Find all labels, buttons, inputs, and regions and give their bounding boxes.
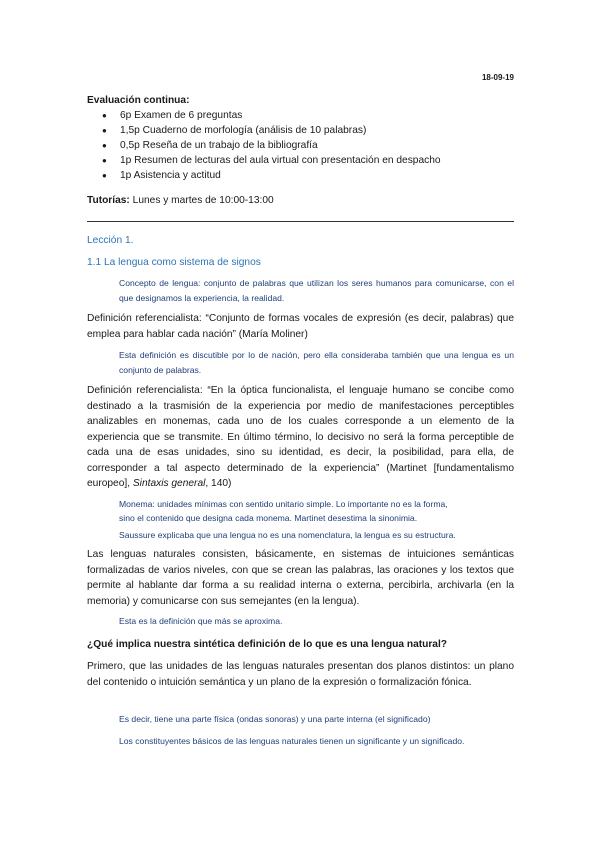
- question-heading: ¿Qué implica nuestra sintética definición de lo que es una lengua natural?: [87, 639, 448, 650]
- list-item: ● 6p Examen de 6 preguntas: [87, 108, 514, 123]
- tutorias-line: [87, 193, 274, 209]
- paragraph-naturales: Las lenguas naturales consisten, básicamente, en sistemas de intuiciones semánticas formalizadas de varios niveles, con que se crean las palabras, las oraciones y los textos que permite al hablante dar forma a su realidad interna o externa, percibirla, archivarla (en la memoria) y comunicarse con sus semejantes (en la lengua).: [87, 549, 514, 607]
- evaluation-title: Evaluación continua:: [87, 95, 190, 106]
- tutorias-text: Lunes y martes de 10:00-13:00: [129, 195, 274, 206]
- lesson-title: Lección 1.: [87, 235, 134, 246]
- paragraph-def2: [87, 383, 514, 492]
- note-discutible: Esta definición es discutible por lo de nación, pero ella consideraba también que una lengua es un conjunto de palabras.: [119, 350, 514, 375]
- date-label: 18-09-19: [481, 73, 514, 82]
- note-aproxima: Esta es la definición que más se aproxima.: [119, 616, 283, 626]
- list-item: ● 1p Resumen de lecturas del aula virtual con presentación en despacho: [87, 153, 514, 168]
- def2-page: , 140): [205, 478, 232, 489]
- note-monema-2: sino el contenido que designa cada monema. Martinet desestima la sinonimia.: [119, 513, 418, 523]
- evaluation-list: [87, 108, 514, 183]
- section-heading: 1.1 La lengua como sistema de signos: [87, 257, 261, 268]
- list-item: ● 1,5p Cuaderno de morfología (análisis de 10 palabras): [87, 123, 514, 138]
- note-constituyentes: Los constituyentes básicos de las lenguas naturales tienen un significante y un significado.: [119, 736, 465, 746]
- note-fisica: Es decir, tiene una parte física (ondas sonoras) y una parte interna (el significado): [119, 714, 431, 724]
- def2-text: Definición referencialista: “En la óptica funcionalista, el lenguaje humano se concibe como destinado a la trasmisión de la experiencia por medio de manifestaciones perceptibles analizables en monemas, cada uno de los cuales corresponde a un elemento de la experiencia que se transmite. En último término, lo decisivo no será la forma perceptible de cada una de esas unidades, sino su identidad, es decir, la posibilidad, para ella, de corresponder a tal aspecto determinado de la experiencia” (Martinet [fundamentalismo europeo],: [87, 385, 514, 489]
- list-item: ● 1p Asistencia y actitud: [87, 168, 514, 183]
- paragraph-def1: Definición referencialista: “Conjunto de formas vocales de expresión (es decir, palabras) que emplea para hablar cada nación” (María Moliner): [87, 313, 514, 340]
- tutorias-label: Tutorías:: [87, 195, 130, 206]
- note-monema-1: Monema: unidades mínimas con sentido unitario simple. Lo importante no es la forma,: [119, 499, 448, 509]
- paragraph-primero: Primero, que las unidades de las lenguas naturales presentan dos planos distintos: un plano del contenido o intuición semántica y un plano de la expresión o formalización fónica.: [87, 661, 514, 688]
- def2-book-title: Sintaxis general: [132, 478, 206, 489]
- note-saussure: Saussure explicaba que una lengua no es una nomenclatura, la lengua es su estructura.: [119, 530, 456, 540]
- list-item: ● 0,5p Reseña de un trabajo de la bibliografía: [87, 138, 514, 153]
- note-concepto: Concepto de lengua: conjunto de palabras que utilizan los seres humanos para comunicarse, con el que designamos la experiencia, la realidad.: [119, 278, 514, 303]
- divider: [87, 221, 514, 222]
